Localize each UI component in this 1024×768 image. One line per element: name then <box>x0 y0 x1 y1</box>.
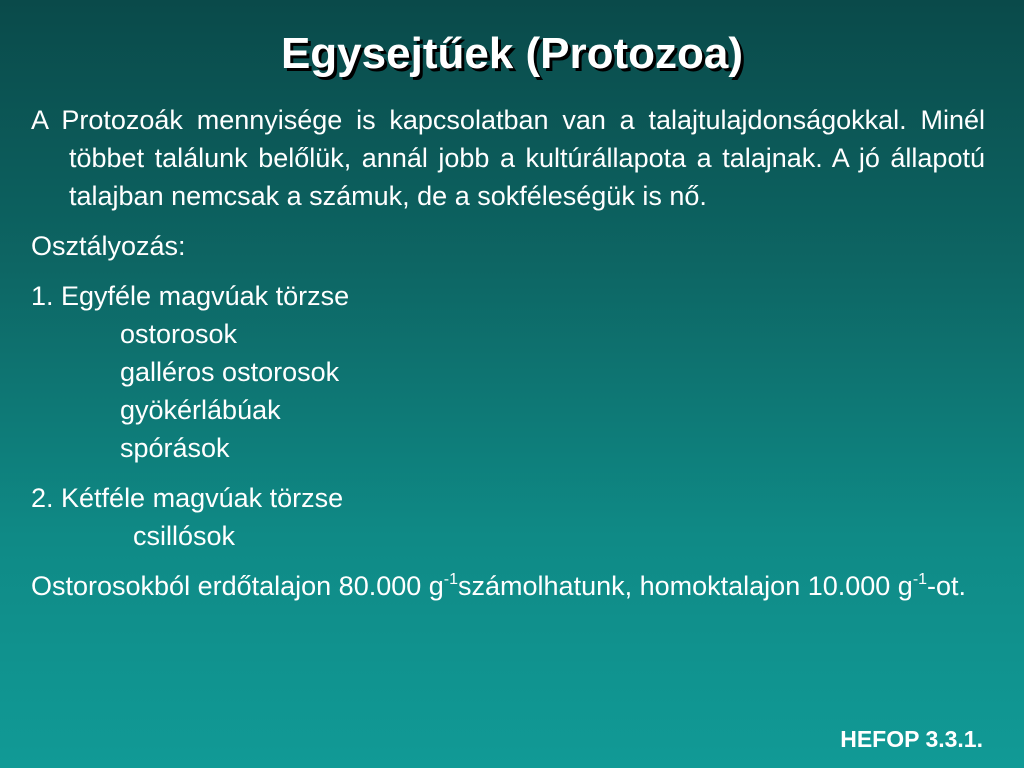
closing-text-3: -ot. <box>927 571 967 601</box>
group2-heading: 2. Kétféle magvúak törzse <box>31 483 344 513</box>
group1-item: galléros ostorosok <box>120 357 340 387</box>
footer-label: HEFOP 3.3.1. <box>840 726 983 752</box>
group1-heading: 1. Egyféle magvúak törzse <box>31 281 350 311</box>
closing-text-1: Ostorosokból erdőtalajon 80.000 g <box>31 571 444 601</box>
classification-label: Osztályozás: <box>31 231 186 261</box>
slide-content <box>31 101 985 605</box>
group1-item: gyökérlábúak <box>120 395 281 425</box>
group1-item: ostorosok <box>120 319 238 349</box>
intro-paragraph: A Protozoák mennyisége is kapcsolatban van a talajtulajdonságokkal. Minél többet találunk belőlük, annál jobb a kultúrállapota a talajnak. A jó állapotú talajban nemcsak a számuk, de a sokféleségük is nő. <box>31 105 985 211</box>
closing-paragraph <box>31 567 985 605</box>
closing-text-2: számolhatunk, homoktalajon 10.000 g <box>458 571 913 601</box>
group2-item: csillósok <box>133 521 236 551</box>
superscript-exponent: -1 <box>912 571 928 588</box>
slide-title: Egysejtűek (Protozoa) <box>280 29 744 78</box>
superscript-exponent: -1 <box>443 571 459 588</box>
group1-item: spórások <box>120 433 230 463</box>
